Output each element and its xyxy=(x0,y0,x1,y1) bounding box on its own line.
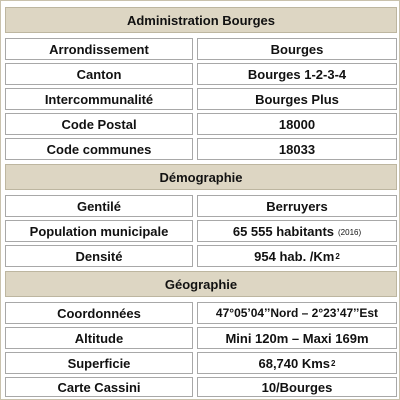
label-intercommunalite: Intercommunalité xyxy=(5,88,193,110)
table-row-gentile xyxy=(5,195,397,217)
table-row-code-communes xyxy=(5,138,397,160)
label-arrondissement: Arrondissement xyxy=(5,38,193,60)
value-densite xyxy=(197,245,397,267)
label-superficie: Superficie xyxy=(5,352,193,374)
label-gentile: Gentilé xyxy=(5,195,193,217)
densite-exponent: 2 xyxy=(335,251,340,261)
superficie-exponent: 2 xyxy=(331,358,336,368)
table-row-altitude xyxy=(5,327,397,349)
value-arrondissement: Bourges xyxy=(197,38,397,60)
label-canton: Canton xyxy=(5,63,193,85)
table-row-superficie xyxy=(5,352,397,374)
value-superficie xyxy=(197,352,397,374)
table-row-canton xyxy=(5,63,397,85)
table-row-densite xyxy=(5,245,397,267)
superficie-value: 68,740 Kms xyxy=(258,355,331,371)
population-value: 65 555 habitants xyxy=(232,223,335,239)
section-header-geographie: Géographie xyxy=(5,271,397,297)
label-code-postal: Code Postal xyxy=(5,113,193,135)
label-altitude: Altitude xyxy=(5,327,193,349)
label-densite: Densité xyxy=(5,245,193,267)
densite-value: 954 hab. /Km xyxy=(254,248,335,264)
value-coordonnees: 47°05’04’’Nord – 2°23’47’’Est xyxy=(197,302,397,324)
table-row-intercommunalite xyxy=(5,88,397,110)
value-intercommunalite: Bourges Plus xyxy=(197,88,397,110)
section-header-demographie: Démographie xyxy=(5,164,397,190)
table-row-arrondissement xyxy=(5,38,397,60)
table-row-code-postal xyxy=(5,113,397,135)
value-gentile: Berruyers xyxy=(197,195,397,217)
value-code-communes: 18033 xyxy=(197,138,397,160)
value-carte-cassini: 10/Bourges xyxy=(197,377,397,397)
table-row-population xyxy=(5,220,397,242)
value-population xyxy=(197,220,397,242)
value-code-postal: 18000 xyxy=(197,113,397,135)
label-carte-cassini: Carte Cassini xyxy=(5,377,193,397)
label-population: Population municipale xyxy=(5,220,193,242)
label-code-communes: Code communes xyxy=(5,138,193,160)
table-row-carte-cassini xyxy=(5,377,397,397)
section-header-administration: Administration Bourges xyxy=(5,7,397,33)
label-coordonnees: Coordonnées xyxy=(5,302,193,324)
value-altitude: Mini 120m – Maxi 169m xyxy=(197,327,397,349)
table-row-coordonnees xyxy=(5,302,397,324)
value-canton: Bourges 1-2-3-4 xyxy=(197,63,397,85)
population-year: (2016) xyxy=(338,227,362,237)
